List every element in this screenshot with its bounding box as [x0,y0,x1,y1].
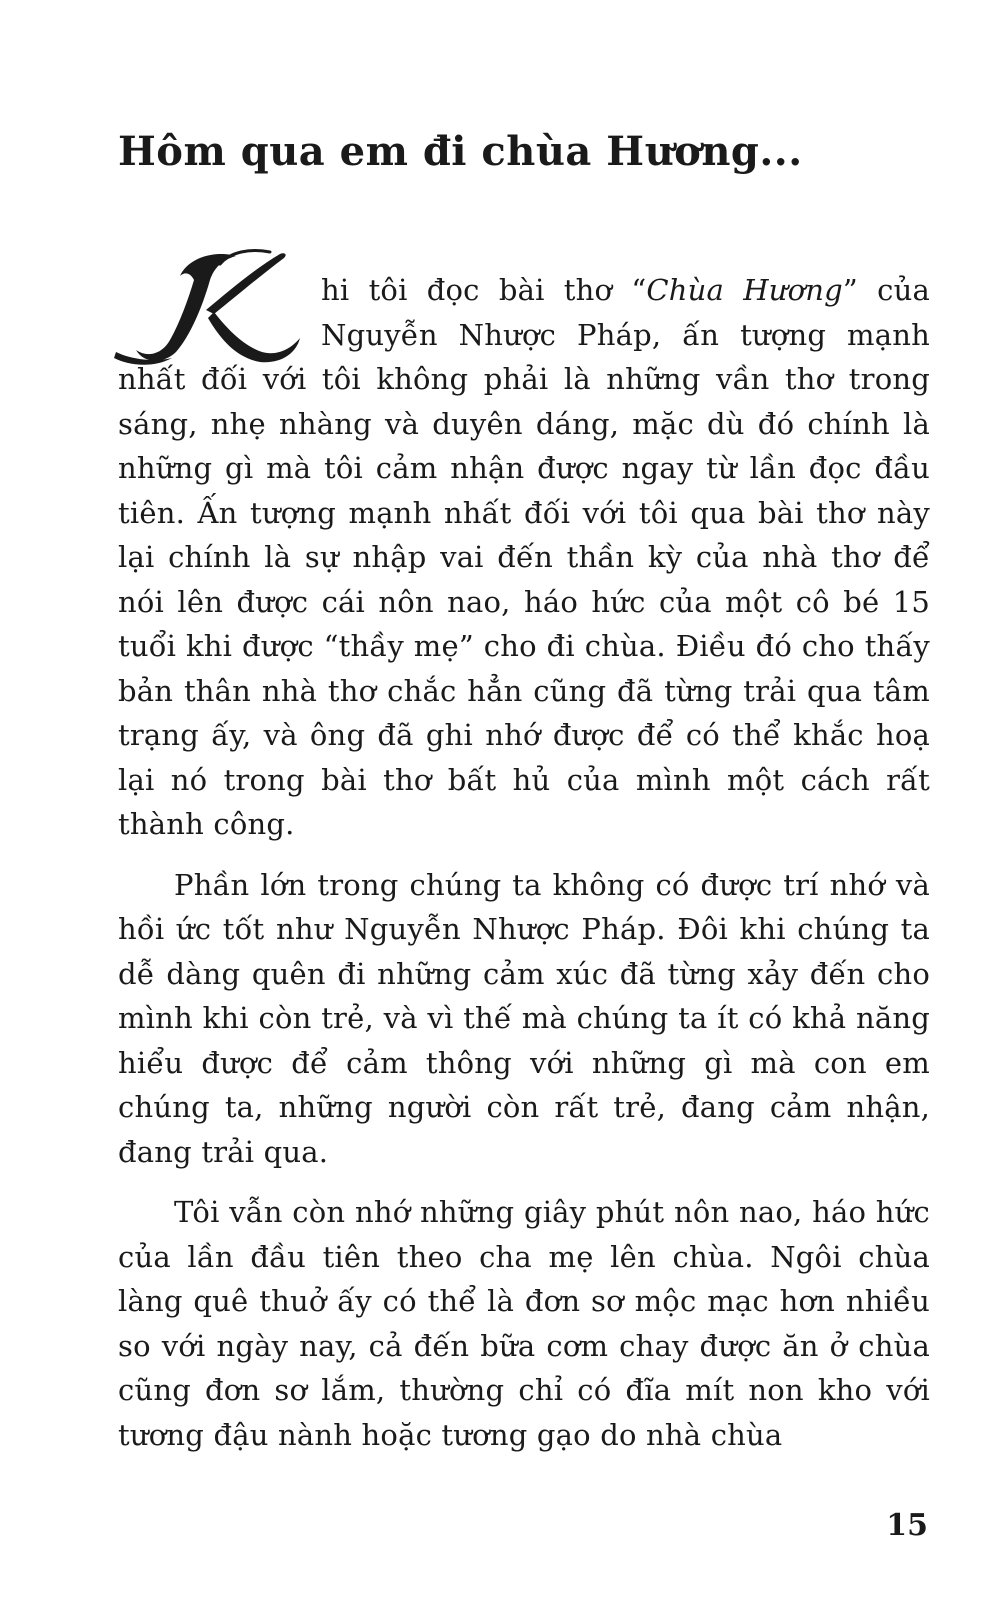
page-number: 15 [886,1508,928,1543]
body-text [118,268,930,1473]
paragraph-1-rest: ” của Nguyễn Nhược Pháp, ấn tượng mạnh nhất đối với tôi không phải là những vần thơ trong sáng, nhẹ nhàng và duyên dáng, mặc dù đó chính là những gì mà tôi cảm nhận được ngay từ lần đọc đầu tiên. Ấn tượng mạnh nhất đối với tôi qua bài thơ này lại chính là sự nhập vai đến thần kỳ của nhà thơ để nói lên được cái nôn nao, háo hức của một cô bé 15 tuổi khi được “thầy mẹ” cho đi chùa. Điều đó cho thấy bản thân nhà thơ chắc hẳn cũng đã từng trải qua tâm trạng ấy, và ông đã ghi nhớ được để có thể khắc hoạ lại nó trong bài thơ bất hủ của mình một cách rất thành công. [118,273,930,841]
paragraph-1 [118,268,930,847]
drop-cap-k [110,246,315,346]
paragraph-2: Phần lớn trong chúng ta không có được trí nhớ và hồi ức tốt như Nguyễn Nhược Pháp. Đôi khi chúng ta dễ dàng quên đi những cảm xúc đã từng xảy đến cho mình khi còn trẻ, và vì thế mà chúng ta ít có khả năng hiểu được để cảm thông với những gì mà con em chúng ta, những người còn rất trẻ, đang cảm nhận, đang trải qua. [118,867,930,1169]
poem-title: Chùa Hương [646,273,843,307]
paragraph-3: Tôi vẫn còn nhớ những giây phút nôn nao, háo hức của lần đầu tiên theo cha mẹ lên chùa. Ngôi chùa làng quê thuở ấy có thể là đơn sơ mộc mạc hơn nhiều so với ngày nay, cả đến bữa cơm chay được ăn ở chùa cũng đơn sơ lắm, thường chỉ có đĩa mít non kho với tương đậu nành hoặc tương gạo do nhà chùa [118,1195,930,1452]
chapter-title: Hôm qua em đi chùa Hương... [118,128,803,175]
drop-cap-letter: K [230,341,231,342]
paragraph-1-opening: hi tôi đọc bài thơ “ [321,273,647,307]
